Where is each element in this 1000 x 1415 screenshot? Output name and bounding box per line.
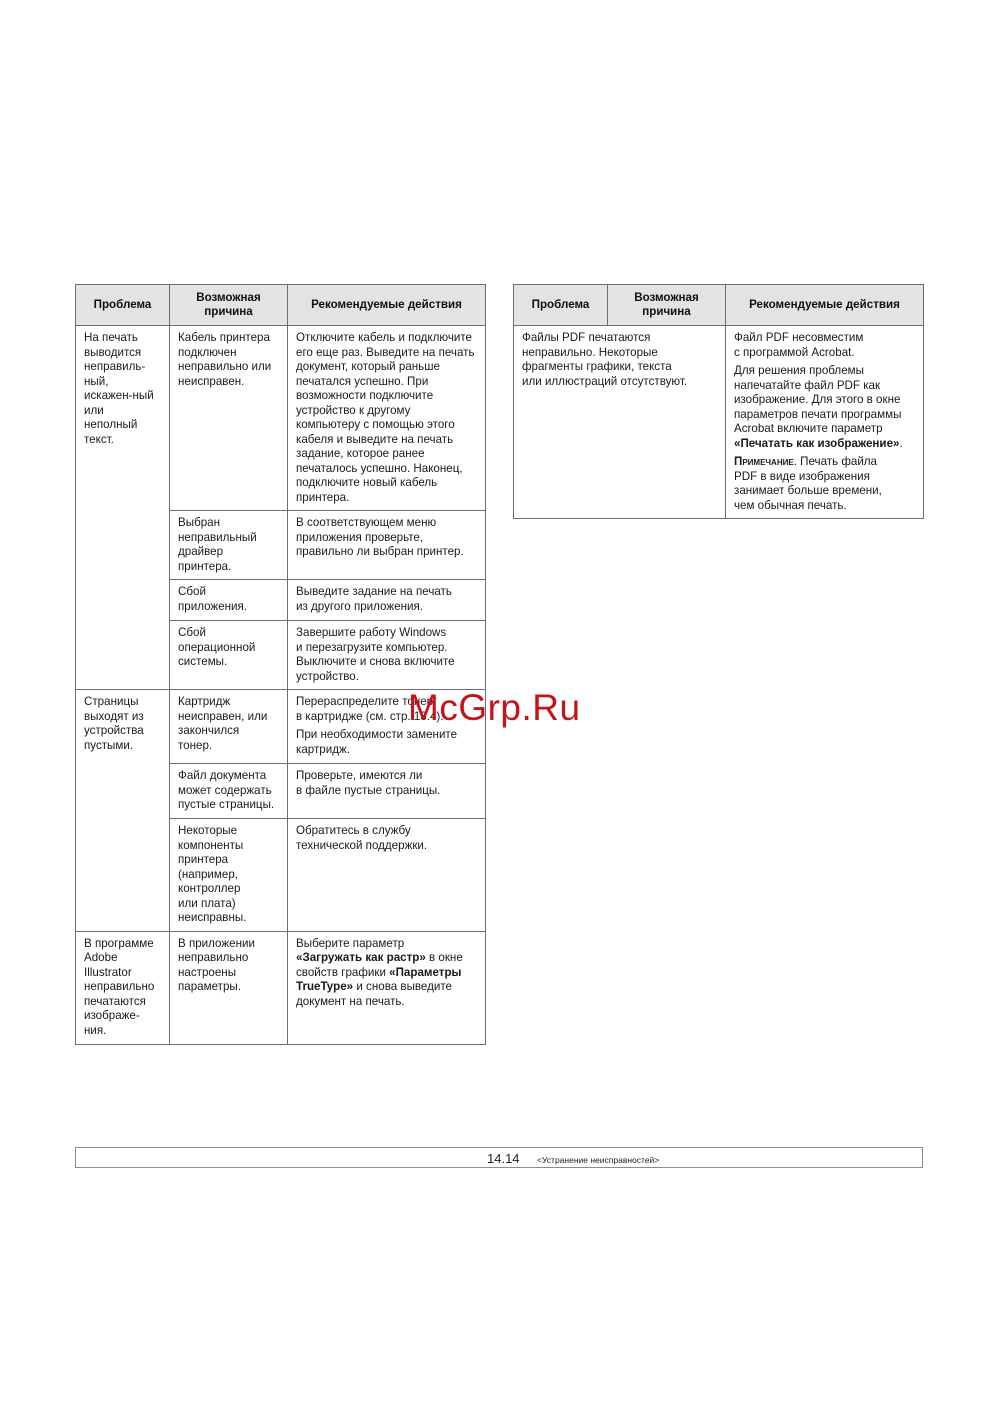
cause-cell: Кабель принтера подключен неправильно или неисправен. bbox=[170, 326, 288, 511]
header-actions: Рекомендуемые действия bbox=[726, 285, 924, 326]
action-text: Выберите параметр bbox=[296, 936, 405, 950]
option-raster: «Загружать как растр» bbox=[296, 951, 426, 964]
action-cell: Выведите задание на печать из другого приложения. bbox=[288, 580, 486, 621]
problem-cell: В программе Adobe Illustrator неправильно печатаются изображе- ния. bbox=[76, 931, 170, 1044]
note-paragraph bbox=[734, 455, 916, 513]
action-text: . bbox=[899, 436, 903, 450]
action-cell: Отключите кабель и подключите его еще раз. Выведите на печать документ, который раньше печатался успешно. При возможности подключите устройство к другому компьютеру с помощью этого кабеля и выведите на печать задание, которое ранее печаталось успешно. Наконец, подключите новый кабель принтера. bbox=[288, 326, 486, 511]
action-cell bbox=[288, 931, 486, 1044]
action-paragraph: Перераспределите тонер в картридже (см. стр. 13.4). bbox=[296, 695, 444, 723]
problem-cell: На печать выводится неправиль- ный, искажен-ный или неполный текст. bbox=[76, 326, 170, 690]
action-paragraph: При необходимости замените картридж. bbox=[296, 728, 458, 756]
header-cause: Возможная причина bbox=[170, 285, 288, 326]
action-text: в окне свойств графики bbox=[296, 951, 463, 979]
troubleshooting-table-left bbox=[75, 284, 486, 1045]
action-cell: В соответствующем меню приложения проверьте, правильно ли выбран принтер. bbox=[288, 511, 486, 580]
cause-cell: Выбран неправильный драйвер принтера. bbox=[170, 511, 288, 580]
action-cell bbox=[726, 326, 924, 519]
troubleshooting-table-right bbox=[513, 284, 924, 519]
page-number: 14.14 bbox=[487, 1151, 520, 1166]
action-cell: Проверьте, имеются ли в файле пустые страницы. bbox=[288, 764, 486, 819]
problem-cell: Файлы PDF печатаются неправильно. Некоторые фрагменты графики, текста или иллюстраций отсутствуют. bbox=[514, 326, 726, 519]
page-footer bbox=[75, 1147, 923, 1168]
cause-cell: Файл документа может содержать пустые страницы. bbox=[170, 764, 288, 819]
action-text: Для решения проблемы напечатайте файл PDF как изображение. Для этого в окне параметров печати программы Acrobat включите параметр bbox=[734, 364, 902, 435]
note-label: Примечание bbox=[734, 455, 794, 468]
watermark: McGrp.Ru bbox=[408, 687, 581, 728]
section-title: <Устранение неисправностей> bbox=[537, 1155, 660, 1165]
cause-cell: Сбой приложения. bbox=[170, 580, 288, 621]
action-paragraph bbox=[734, 364, 916, 451]
action-cell: Завершите работу Windows и перезагрузите компьютер. Выключите и снова включите устройство. bbox=[288, 621, 486, 690]
action-paragraph: Файл PDF несовместим с программой Acrobat. bbox=[734, 331, 864, 359]
cause-cell: Картридж неисправен, или закончился тонер. bbox=[170, 690, 288, 764]
action-cell: Обратитесь в службу технической поддержки. bbox=[288, 819, 486, 932]
header-problem: Проблема bbox=[76, 285, 170, 326]
option-truetype: «Параметры TrueType» bbox=[296, 965, 462, 993]
note-text: . Печать файла PDF в виде изображения занимает больше времени, чем обычная печать. bbox=[734, 455, 882, 512]
cause-cell: Сбой операционной системы. bbox=[170, 621, 288, 690]
cause-cell: В приложении неправильно настроены параметры. bbox=[170, 931, 288, 1044]
problem-cell: Страницы выходят из устройства пустыми. bbox=[76, 690, 170, 932]
header-problem: Проблема bbox=[514, 285, 608, 326]
option-print-as-image: «Печатать как изображение» bbox=[734, 436, 900, 450]
header-cause: Возможная причина bbox=[608, 285, 726, 326]
header-actions: Рекомендуемые действия bbox=[288, 285, 486, 326]
cause-cell: Некоторые компоненты принтера (например, контроллер или плата) неисправны. bbox=[170, 819, 288, 932]
action-text: и снова выведите документ на печать. bbox=[296, 980, 452, 1008]
